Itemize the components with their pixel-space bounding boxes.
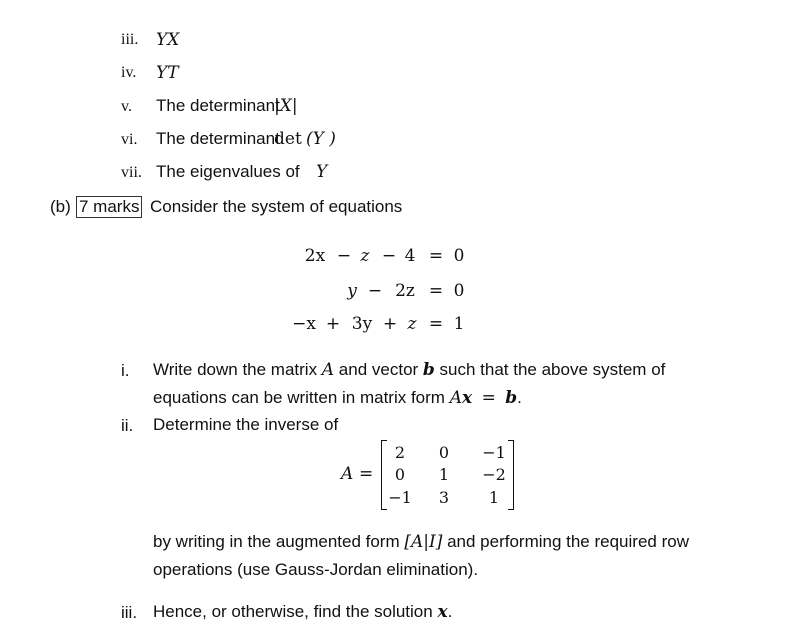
eq-equals: =: [428, 281, 444, 301]
eq-equals: =: [428, 314, 444, 334]
matrix-symbol: A: [449, 388, 462, 408]
question-line: operations (use Gauss-Jordan elimination).: [153, 560, 479, 579]
matrix-cell: 0: [438, 443, 450, 462]
augmented-matrix: [A|I]: [404, 532, 443, 552]
left-bracket: [381, 440, 387, 510]
function-name: det: [274, 129, 302, 149]
item-text: The determinant: [156, 96, 280, 115]
matrix-cell: 2: [394, 443, 406, 462]
eq-term: −x: [292, 314, 316, 334]
matrix-cell: −1: [482, 443, 506, 462]
matrix-cell: 1: [488, 488, 500, 507]
question-line: [153, 602, 452, 622]
text: equations can be written in matrix form: [153, 388, 450, 407]
item-number: vi.: [121, 131, 138, 148]
item-number: v.: [121, 98, 132, 115]
equals-sign: =: [481, 388, 496, 408]
question-line: [153, 388, 522, 408]
item-number: vii.: [121, 164, 142, 181]
text: and vector: [334, 360, 423, 379]
math-expression: |X|: [274, 96, 298, 116]
eq-operator: −: [336, 246, 352, 266]
vector-symbol: x: [461, 388, 473, 408]
eq-operator: +: [382, 314, 398, 334]
math-expression: (Y ): [306, 129, 336, 149]
matrix-cell: 3: [438, 488, 450, 507]
item-number: iv.: [121, 64, 137, 81]
item-number: i.: [121, 361, 130, 380]
question-line: [153, 360, 665, 380]
vector-symbol: b: [505, 388, 518, 408]
item-number: iii.: [121, 603, 138, 622]
question-line: [153, 532, 689, 552]
text: by writing in the augmented form: [153, 532, 405, 551]
eq-operator: −: [381, 246, 397, 266]
text: Write down the matrix: [153, 360, 322, 379]
eq-equals: =: [428, 246, 444, 266]
matrix-A: [0, 440, 795, 510]
matrix-cell: −1: [388, 488, 412, 507]
vector-symbol: b: [422, 360, 435, 380]
marks-badge: 7 marks: [76, 196, 142, 218]
item-text: The determinant: [156, 129, 280, 148]
eq-term: z: [407, 314, 417, 334]
item-text: The eigenvalues of: [156, 162, 300, 181]
eq-rhs: 1: [453, 314, 465, 334]
math-expression: Y: [316, 162, 328, 182]
text: such that the above system of: [434, 360, 666, 379]
eq-term: 2z: [395, 281, 415, 301]
item-number: iii.: [121, 31, 139, 48]
part-label: (b): [50, 197, 71, 216]
eq-operator: +: [325, 314, 341, 334]
matrix-cell: −2: [482, 465, 506, 484]
eq-term: 3y: [351, 314, 373, 334]
text: .: [517, 388, 522, 407]
equation-1: [0, 246, 795, 268]
matrix-label: A: [341, 464, 354, 484]
equation-3: [0, 314, 795, 336]
question-line: Determine the inverse of: [153, 415, 339, 434]
vector-symbol: x: [437, 602, 448, 622]
matrix-symbol: A: [321, 360, 335, 380]
eq-term: z: [360, 246, 370, 266]
text: and performing the required row: [442, 532, 689, 551]
math-expression: YT: [156, 63, 179, 83]
item-number: ii.: [121, 416, 134, 435]
eq-operator: −: [367, 281, 383, 301]
matrix-cell: 0: [394, 465, 406, 484]
matrix-equals: =: [359, 464, 374, 484]
eq-term: 4: [404, 246, 416, 266]
eq-rhs: 0: [453, 246, 465, 266]
right-bracket: [508, 440, 514, 510]
text: .: [447, 602, 453, 621]
matrix-cell: 1: [438, 465, 450, 484]
text: Hence, or otherwise, find the solution: [153, 602, 438, 621]
eq-rhs: 0: [453, 281, 465, 301]
equation-2: [0, 281, 795, 303]
eq-term: 2x: [304, 246, 326, 266]
math-expression: YX: [156, 30, 180, 50]
eq-term: y: [347, 281, 357, 301]
part-intro: Consider the system of equations: [150, 197, 403, 216]
